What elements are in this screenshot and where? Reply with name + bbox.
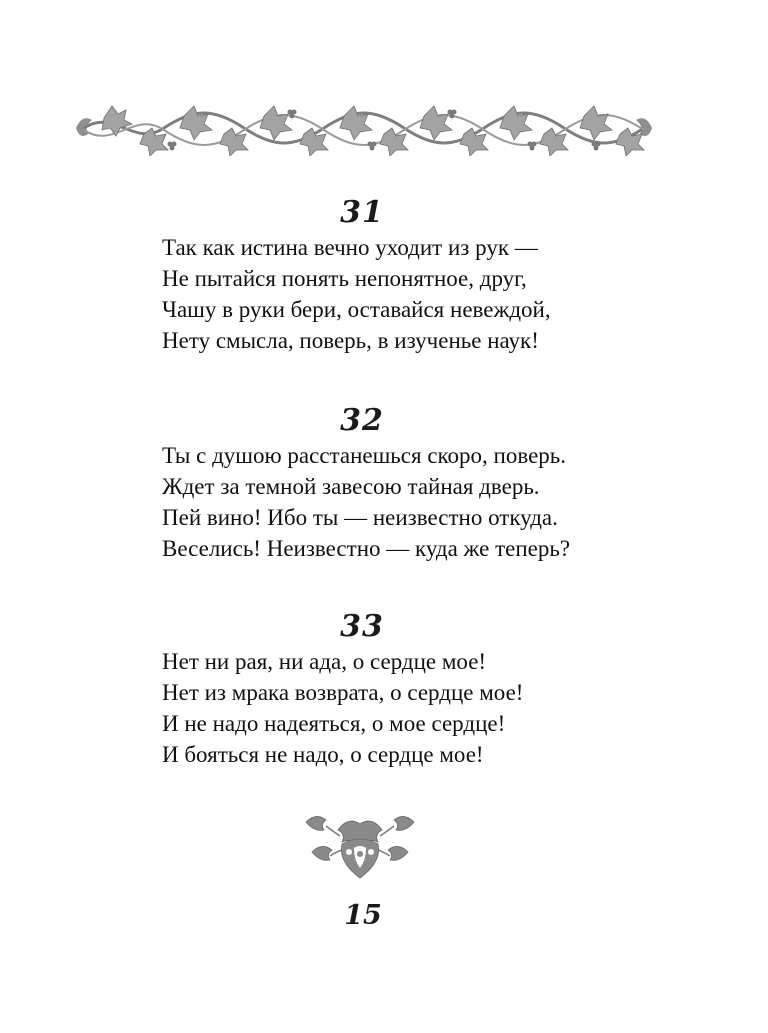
verse-line: Веселись! Неизвестно — куда же теперь? (162, 536, 571, 561)
verse-line: Ждет за темной завесою тайная дверь. (162, 474, 540, 499)
quatrain-31 (162, 196, 632, 356)
quatrain-number: 33 (340, 609, 384, 644)
verse-line: Нет из мрака возврата, о сердце мое! (162, 680, 524, 705)
verse-line: Так как истина вечно уходит из рук — (162, 235, 538, 260)
verse-line: Нет ни рая, ни ада, о сердце мое! (162, 649, 487, 674)
verse-line: И не надо надеяться, о мое сердце! (162, 711, 506, 736)
quatrain-number: 32 (340, 403, 384, 438)
quatrain-33 (162, 610, 632, 770)
verse-line: Пей вино! Ибо ты — неизвестно откуда. (162, 505, 558, 530)
quatrain-number: 31 (340, 195, 384, 230)
verse-line: Не пытайся понять непонятное, друг, (162, 266, 527, 291)
floral-vignette-icon (302, 808, 418, 882)
verse-line: Чашу в руки бери, оставайся невеждой, (162, 297, 551, 322)
verse-line: И бояться не надо, о сердце мое! (162, 742, 484, 767)
grapevine-border-icon (74, 100, 654, 156)
page-number: 15 (344, 900, 382, 931)
quatrain-32 (162, 404, 632, 564)
verse-line: Нету смысла, поверь, в изученье наук! (162, 328, 539, 353)
verse-line: Ты с душою расстанешься скоро, поверь. (162, 443, 567, 468)
